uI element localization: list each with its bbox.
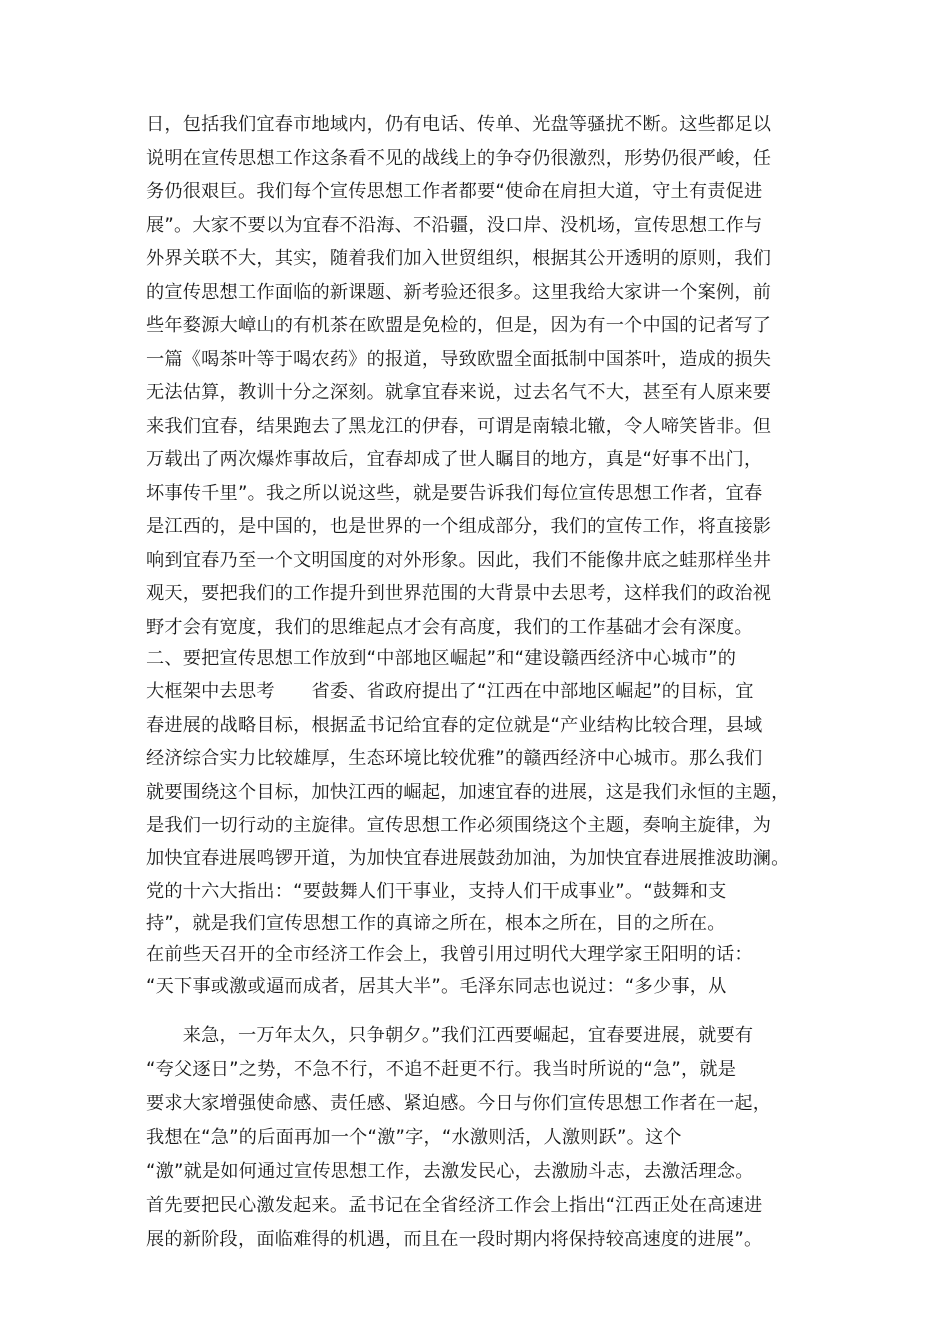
text-line: 在前些天召开的全市经济工作会上，我曾引用过明代大理学家王阳明的话： (146, 944, 753, 965)
text-line: 大框架中去思考 省委、省政府提出了“江西在中部地区崛起”的目标，宜 (146, 681, 754, 702)
text-line: 来急，一万年太久，只争朝夕。”我们江西要崛起，宜春要进展，就要有 (146, 1025, 754, 1046)
text-line: 展”。大家不要以为宜春不沿海、不沿疆，没口岸、没机场，宣传思想工作与 (146, 215, 763, 236)
text-line: 春进展的战略目标，根据孟书记给宜春的定位就是“产业结构比较合理，县域 (146, 715, 763, 736)
text-line: 我想在“急”的后面再加一个“激”字，“水激则活，人激则跃”。这个 (146, 1127, 682, 1148)
text-line: 野才会有宽度，我们的思维起点才会有高度，我们的工作基础才会有深度。 (146, 617, 753, 638)
text-line: 经济综合实力比较雄厚，生态环境比较优雅”的赣西经济中心城市。那么我们 (146, 748, 763, 769)
text-line: “天下事或激或逼而成者，居其大半”。毛泽东同志也说过：“多少事，从 (146, 976, 727, 997)
text-line: 展的新阶段，面临难得的机遇，而且在一段时期内将保持较高速度的进展”。 (146, 1229, 763, 1250)
text-line: 无法估算，教训十分之深刻。就拿宜春来说，过去名气不大，甚至有人原来要 (146, 382, 772, 403)
text-line: “夸父逐日”之势，不急不行，不追不赶更不行。我当时所说的“急”，就是 (146, 1059, 737, 1080)
text-line: 响到宜春乃至一个文明国度的对外形象。因此，我们不能像井底之蛙那样坐井 (146, 550, 772, 571)
text-line: 是我们一切行动的主旋律。宣传思想工作必须围绕这个主题，奏响主旋律，为 (146, 815, 772, 836)
text-line: 党的十六大指出：“要鼓舞人们干事业，支持人们干成事业”。“鼓舞和支 (146, 881, 727, 902)
text-line: 来我们宜春，结果跑去了黑龙江的伊春，可谓是南辕北辙，令人啼笑皆非。但 (146, 416, 772, 437)
text-line: 持”，就是我们宣传思想工作的真谛之所在，根本之所在，目的之所在。 (146, 913, 726, 934)
text-line: 的宣传思想工作面临的新课题、新考验还很多。这里我给大家讲一个案例，前 (146, 282, 772, 303)
text-line: 观天，要把我们的工作提升到世界范围的大背景中去思考，这样我们的政治视 (146, 583, 772, 604)
text-line: 日，包括我们宜春市地域内，仍有电话、传单、光盘等骚扰不断。这些都足以 (146, 114, 772, 135)
text-line: 是江西的，是中国的，也是世界的一个组成部分，我们的宣传工作，将直接影 (146, 516, 772, 537)
text-line: 坏事传千里”。我之所以说这些，就是要告诉我们每位宣传思想工作者，宜春 (146, 483, 763, 504)
text-line: 就要围绕这个目标，加快江西的崛起，加速宜春的进展，这是我们永恒的主题， (146, 782, 790, 803)
text-line: 一篇《喝茶叶等于喝农药》的报道，导致欧盟全面抵制中国茶叶，造成的损失 (146, 349, 772, 370)
text-line: 说明在宣传思想工作这条看不见的战线上的争夺仍很激烈，形势仍很严峻，任 (146, 148, 772, 169)
text-line: 加快宜春进展鸣锣开道，为加快宜春进展鼓劲加油，为加快宜春进展推波助澜。 (146, 848, 790, 869)
text-line: 要求大家增强使命感、责任感、紧迫感。今日与你们宣传思想工作者在一起， (146, 1093, 772, 1114)
text-line: 首先要把民心激发起来。孟书记在全省经济工作会上指出“江西正处在高速进 (146, 1195, 763, 1216)
text-line: 万载出了两次爆炸事故后，宜春却成了世人瞩目的地方，真是“好事不出门， (146, 449, 763, 470)
text-line: 外界关联不大，其实，随着我们加入世贸组织，根据其公开透明的原则，我们 (146, 248, 772, 269)
section-heading-line: 二、要把宣传思想工作放到“中部地区崛起”和“建设赣西经济中心城市”的 (146, 648, 737, 669)
text-line: 务仍很艰巨。我们每个宣传思想工作者都要“使命在肩担大道，守土有责促进 (146, 181, 763, 202)
text-line: 些年婺源大嶂山的有机茶在欧盟是免检的，但是，因为有一个中国的记者写了 (146, 315, 772, 336)
text-line: “激”就是如何通过宣传思想工作，去激发民心，去激励斗志，去激活理念。 (146, 1161, 754, 1182)
